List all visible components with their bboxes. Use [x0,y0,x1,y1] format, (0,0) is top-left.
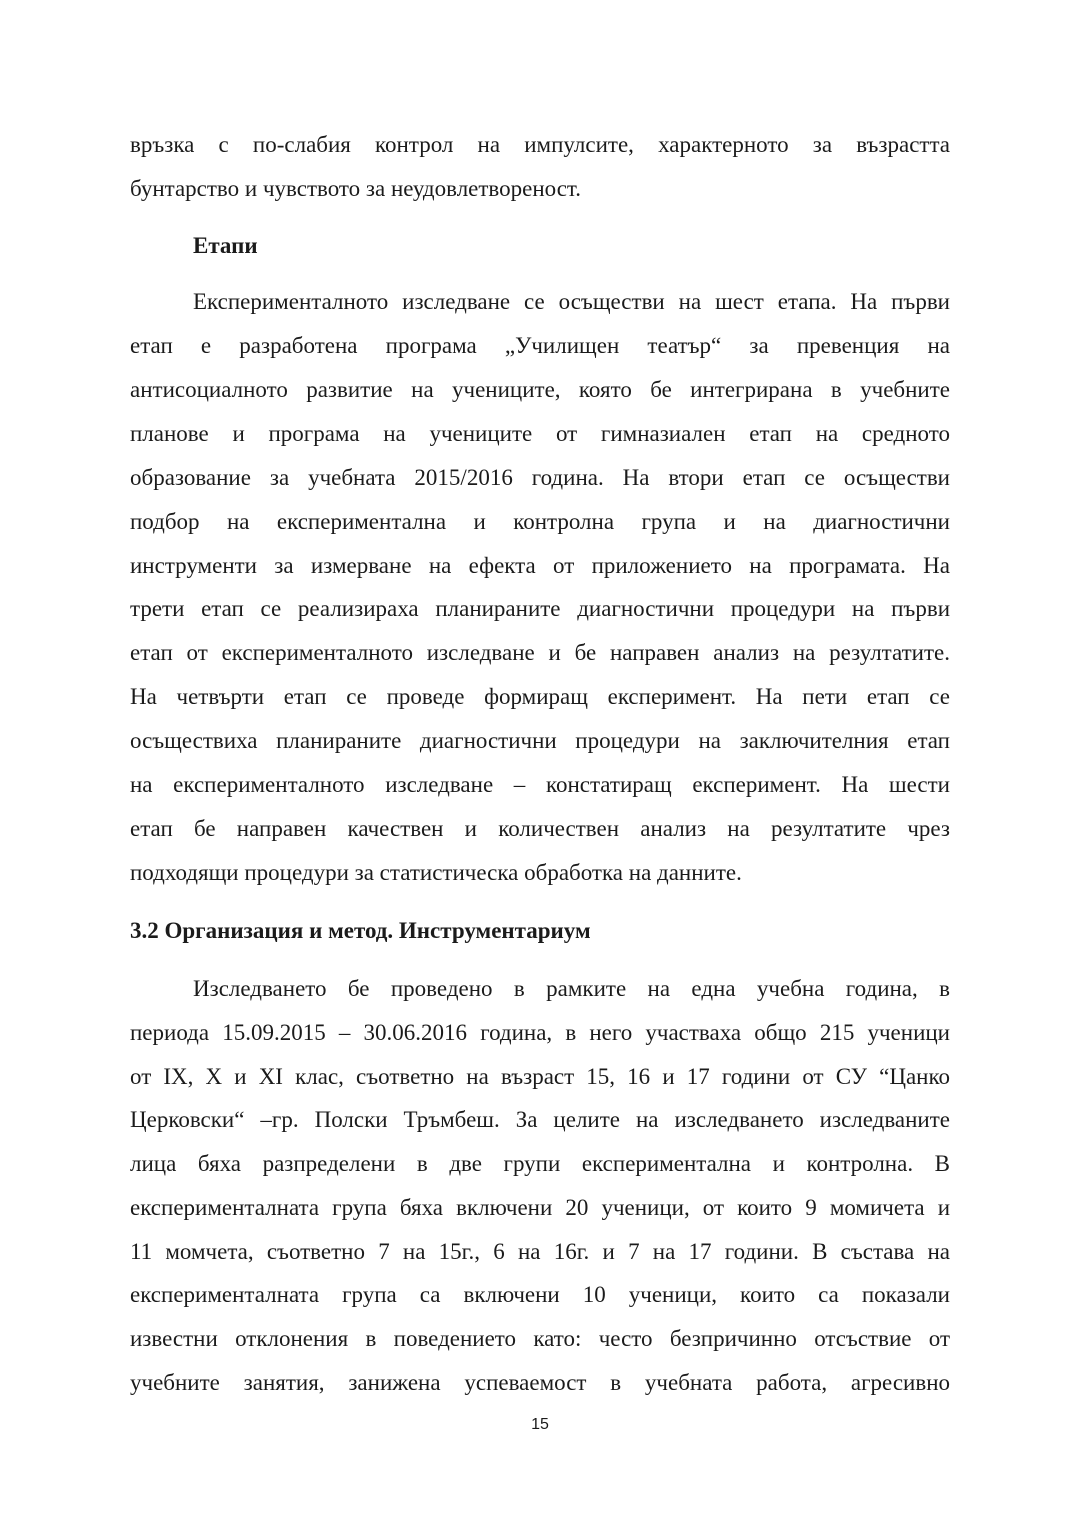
section-heading-3-2: 3.2 Организация и метод. Инструментариум [130,918,591,943]
text-line: инструменти за измерване на ефекта от приложението на програмата. На [130,553,950,578]
text-line: бунтарство и чувството за неудовлетвореност. [130,176,582,201]
text-line: периода 15.09.2015 – 30.06.2016 година, в него участваха общо 215 ученици [130,1020,950,1045]
text-line: връзка с по-слабия контрол на импулсите, характерното за възрастта [130,132,950,157]
text-line: учебните занятия, занижена успеваемост в учебната работа, агресивно [130,1370,950,1395]
text-line: етап от експерименталното изследване и бе направен анализ на резултатите. [130,640,950,665]
text-line: от IX, X и XI клас, съответно на възраст 15, 16 и 17 години от СУ “Цанко [130,1064,950,1089]
text-line: подбор на експериментална и контролна група и на диагностични [130,509,950,534]
text-line: На четвърти етап се проведе формиращ експеримент. На пети етап се [130,684,950,709]
text-line: Експерименталното изследване се осъществи на шест етапа. На първи [193,289,950,314]
text-line: антисоциалното развитие на учениците, която бе интегрирана в учебните [130,377,950,402]
text-line: лица бяха разпределени в две групи експериментална и контролна. В [130,1151,950,1176]
text-line: Изследването бе проведено в рамките на една учебна година, в [193,976,950,1001]
text-line: подходящи процедури за статистическа обработка на данните. [130,860,742,885]
text-line: 11 момчета, съответно 7 на 15г., 6 на 16г. и 7 на 17 години. В състава на [130,1239,950,1264]
text-line: осъществиха планираните диагностични процедури на заключителния етап [130,728,950,753]
text-line: етап бе направен качествен и количествен анализ на резултатите чрез [130,816,950,841]
text-line: планове и програма на учениците от гимназиален етап на средното [130,421,950,446]
page-number: 15 [531,1416,549,1433]
text-line: известни отклонения в поведението като: често безпричинно отсъствие от [130,1326,950,1351]
text-line: трети етап се реализираха планираните диагностични процедури на първи [130,596,950,621]
text-line: Церковски“ –гр. Полски Тръмбеш. За целите на изследването изследваните [130,1107,950,1132]
text-line: експерименталната група са включени 10 ученици, които са показали [130,1282,950,1307]
text-line: образование за учебната 2015/2016 година. На втори етап се осъществи [130,465,950,490]
text-line: на експерименталното изследване – констатиращ експеримент. На шести [130,772,950,797]
section-heading-stages: Етапи [193,233,258,258]
text-line: експерименталната група бяха включени 20 ученици, от които 9 момичета и [130,1195,950,1220]
text-line: етап е разработена програма „Училищен театър“ за превенция на [130,333,950,358]
